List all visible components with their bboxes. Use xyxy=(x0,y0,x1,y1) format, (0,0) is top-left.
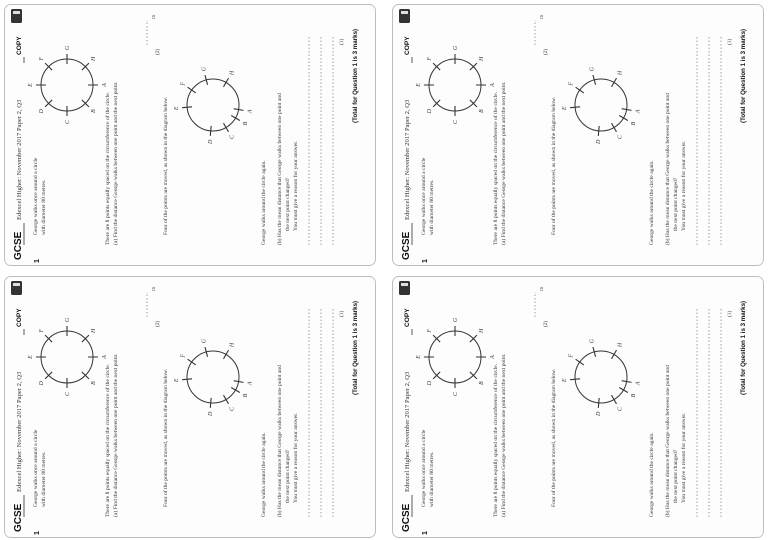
circle-a-label-f: F xyxy=(426,57,433,61)
calculator-icon xyxy=(11,281,22,295)
circle-a-label-e: E xyxy=(28,355,34,359)
worksheet-card-top-right xyxy=(392,4,764,266)
circle-a-label-b: B xyxy=(479,109,486,113)
intro-line-2: with diameter 80 metres. xyxy=(41,179,47,235)
circle-a-label-c: C xyxy=(65,119,71,125)
intro-line-1: George walks once around a circle xyxy=(421,429,427,507)
circle-a-label-c: C xyxy=(65,391,71,397)
calculator-icon xyxy=(11,9,22,23)
part-b-line-3: You must give a reason for your answer. xyxy=(293,412,299,503)
circle-a-label-h: H xyxy=(479,56,486,62)
circle-b-label-a: A xyxy=(635,381,642,386)
circle-a-label-a: A xyxy=(102,83,108,87)
circle-a-label-f: F xyxy=(38,57,45,61)
moved-line: Four of the points are moved, as shown in the diagram below. xyxy=(163,368,169,507)
part-b-line-3: You must give a reason for your answer. xyxy=(681,412,687,503)
circle-b-label-e: E xyxy=(562,106,569,111)
copy-tag: COPY xyxy=(16,36,23,55)
mark-2: (2) xyxy=(543,320,549,327)
walks-again: George walks around the circle again. xyxy=(649,432,655,517)
circle-b-label-f: F xyxy=(568,353,575,358)
circle-b-label-c: C xyxy=(229,407,236,412)
circle-a-label-e: E xyxy=(28,83,34,87)
mark-1: (1) xyxy=(339,38,345,45)
circle-b-label-d: D xyxy=(207,411,214,417)
part-b-line-2: the next point changed? xyxy=(285,449,291,503)
circle-a-label-h: H xyxy=(91,328,98,334)
part-b-line-1: (b) Has the mean distance that George walks between one point and xyxy=(277,365,283,517)
circle-a-label-f: F xyxy=(426,329,433,333)
question-number: 1 xyxy=(422,531,429,535)
intro-line-2: with diameter 80 metres. xyxy=(41,451,47,507)
part-b-line-3: You must give a reason for your answer. xyxy=(681,140,687,231)
circle-b-label-b: B xyxy=(243,393,250,398)
source-line: Edexcel Higher: November 2017 Paper 2, Q3 xyxy=(16,99,23,220)
circle-b-label-d: D xyxy=(595,411,602,417)
walks-again: George walks around the circle again. xyxy=(261,432,267,517)
circle-b-label-f: F xyxy=(180,353,187,358)
calculator-screen xyxy=(13,11,20,14)
total-marks: (Total for Question 1 is 3 marks) xyxy=(352,300,359,395)
question-number: 1 xyxy=(34,531,41,535)
circle-a-label-e: E xyxy=(416,355,422,359)
circle-b-label-a: A xyxy=(247,381,254,386)
part-b-line-2: the next point changed? xyxy=(673,177,679,231)
total-marks: (Total for Question 1 is 3 marks) xyxy=(352,28,359,123)
points-line: There are 8 points equally spaced on the circumference of the circle. xyxy=(493,363,499,517)
copy-tag: COPY xyxy=(16,308,23,327)
intro-line-1: George walks once around a circle xyxy=(33,429,39,507)
mark-2: (2) xyxy=(155,320,161,327)
part-a: (a) Find the distance George walks between one point and the next point. xyxy=(501,353,507,517)
part-b-line-3: You must give a reason for your answer. xyxy=(293,140,299,231)
circle-a-label-h: H xyxy=(91,56,98,62)
circle-b-label-a: A xyxy=(635,109,642,114)
walks-again: George walks around the circle again. xyxy=(261,160,267,245)
intro-line-2: with diameter 80 metres. xyxy=(429,179,435,235)
part-b-line-1: (b) Has the mean distance that George walks between one point and xyxy=(665,93,671,245)
brand-gcse: GCSE xyxy=(401,231,412,260)
brand-gcse: GCSE xyxy=(13,503,24,532)
paper xyxy=(393,5,763,265)
circle-b-label-h: H xyxy=(617,342,624,348)
circle-b-label-h: H xyxy=(617,70,624,76)
circle-a-label-b: B xyxy=(91,109,98,113)
part-b-line-1: (b) Has the mean distance that George walks between one point and xyxy=(665,365,671,517)
circle-b-label-e: E xyxy=(562,378,569,383)
circle-b-label-f: F xyxy=(180,81,187,86)
circle-b-label-h: H xyxy=(229,342,236,348)
moved-line: Four of the points are moved, as shown in the diagram below. xyxy=(551,96,557,235)
circle-a-label-c: C xyxy=(453,119,459,125)
worksheet-sheet xyxy=(393,5,763,265)
source-line: Edexcel Higher: November 2017 Paper 2, Q3 xyxy=(404,99,411,220)
circle-b-label-e: E xyxy=(174,106,181,111)
worksheet-card-bottom-right xyxy=(392,276,764,538)
points-line: There are 8 points equally spaced on the circumference of the circle. xyxy=(493,91,499,245)
mark-1: (1) xyxy=(727,38,733,45)
calculator-screen xyxy=(401,283,408,286)
worksheet-card-top-left xyxy=(4,4,376,266)
worksheet-sheet xyxy=(393,277,763,537)
copy-tag: COPY xyxy=(404,36,411,55)
circle-a-label-g: G xyxy=(65,317,71,323)
circle-b-label-c: C xyxy=(617,407,624,412)
unit-m: m xyxy=(151,286,157,291)
mark-1: (1) xyxy=(339,310,345,317)
circle-b-label-h: H xyxy=(229,70,236,76)
intro-line-1: George walks once around a circle xyxy=(421,157,427,235)
circle-a-label-c: C xyxy=(453,391,459,397)
unit-m: m xyxy=(539,286,545,291)
points-line: There are 8 points equally spaced on the circumference of the circle. xyxy=(105,91,111,245)
part-b-line-1: (b) Has the mean distance that George walks between one point and xyxy=(277,93,283,245)
calculator-screen xyxy=(401,11,408,14)
copy-tag: COPY xyxy=(404,308,411,327)
unit-m: m xyxy=(539,14,545,19)
circle-b-label-c: C xyxy=(229,135,236,140)
points-line: There are 8 points equally spaced on the circumference of the circle. xyxy=(105,363,111,517)
circle-a-label-d: D xyxy=(426,108,433,114)
circle-a-label-h: H xyxy=(479,328,486,334)
circle-a-label-d: D xyxy=(38,380,45,386)
circle-a-label-b: B xyxy=(91,381,98,385)
moved-line: Four of the points are moved, as shown in the diagram below. xyxy=(551,368,557,507)
source-line: Edexcel Higher: November 2017 Paper 2, Q3 xyxy=(404,371,411,492)
moved-line: Four of the points are moved, as shown in the diagram below. xyxy=(163,96,169,235)
circle-a-label-d: D xyxy=(426,380,433,386)
source-line: Edexcel Higher: November 2017 Paper 2, Q3 xyxy=(16,371,23,492)
intro-line-2: with diameter 80 metres. xyxy=(429,451,435,507)
mark-2: (2) xyxy=(543,48,549,55)
worksheet-card-bottom-left xyxy=(4,276,376,538)
calculator-screen xyxy=(13,283,20,286)
circle-a-label-f: F xyxy=(38,329,45,333)
circle-b-label-g: G xyxy=(201,339,208,344)
circle-b-label-b: B xyxy=(631,121,638,126)
circle-b-label-d: D xyxy=(595,139,602,145)
part-b-line-2: the next point changed? xyxy=(673,449,679,503)
walks-again: George walks around the circle again. xyxy=(649,160,655,245)
part-b-line-2: the next point changed? xyxy=(285,177,291,231)
circle-a-label-e: E xyxy=(416,83,422,87)
circle-b-label-b: B xyxy=(243,121,250,126)
paper xyxy=(393,277,763,537)
circle-b-label-d: D xyxy=(207,139,214,145)
worksheet-sheet xyxy=(5,5,375,265)
circle-a-label-g: G xyxy=(453,45,459,51)
question-number: 1 xyxy=(34,259,41,263)
circle-b-label-g: G xyxy=(589,339,596,344)
total-marks: (Total for Question 1 is 3 marks) xyxy=(740,28,747,123)
circle-a-label-b: B xyxy=(479,381,486,385)
circle-b-label-f: F xyxy=(568,81,575,86)
mark-2: (2) xyxy=(155,48,161,55)
circle-b-label-c: C xyxy=(617,135,624,140)
part-a: (a) Find the distance George walks between one point and the next point. xyxy=(113,353,119,517)
paper xyxy=(5,5,375,265)
circle-b-label-b: B xyxy=(631,393,638,398)
circle-a-label-a: A xyxy=(102,355,108,359)
brand-gcse: GCSE xyxy=(401,503,412,532)
circle-a-label-g: G xyxy=(453,317,459,323)
circle-a-label-d: D xyxy=(38,108,45,114)
circle-a-label-a: A xyxy=(490,83,496,87)
circle-b-label-a: A xyxy=(247,109,254,114)
unit-m: m xyxy=(151,14,157,19)
question-number: 1 xyxy=(422,259,429,263)
worksheet-sheet xyxy=(5,277,375,537)
circle-a-label-g: G xyxy=(65,45,71,51)
paper xyxy=(5,277,375,537)
circle-b-label-e: E xyxy=(174,378,181,383)
circle-b-label-g: G xyxy=(589,67,596,72)
calculator-icon xyxy=(399,281,410,295)
mark-1: (1) xyxy=(727,310,733,317)
calculator-icon xyxy=(399,9,410,23)
circle-a-label-a: A xyxy=(490,355,496,359)
total-marks: (Total for Question 1 is 3 marks) xyxy=(740,300,747,395)
brand-gcse: GCSE xyxy=(13,231,24,260)
circle-b-label-g: G xyxy=(201,67,208,72)
part-a: (a) Find the distance George walks between one point and the next point. xyxy=(501,81,507,245)
intro-line-1: George walks once around a circle xyxy=(33,157,39,235)
part-a: (a) Find the distance George walks between one point and the next point. xyxy=(113,81,119,245)
